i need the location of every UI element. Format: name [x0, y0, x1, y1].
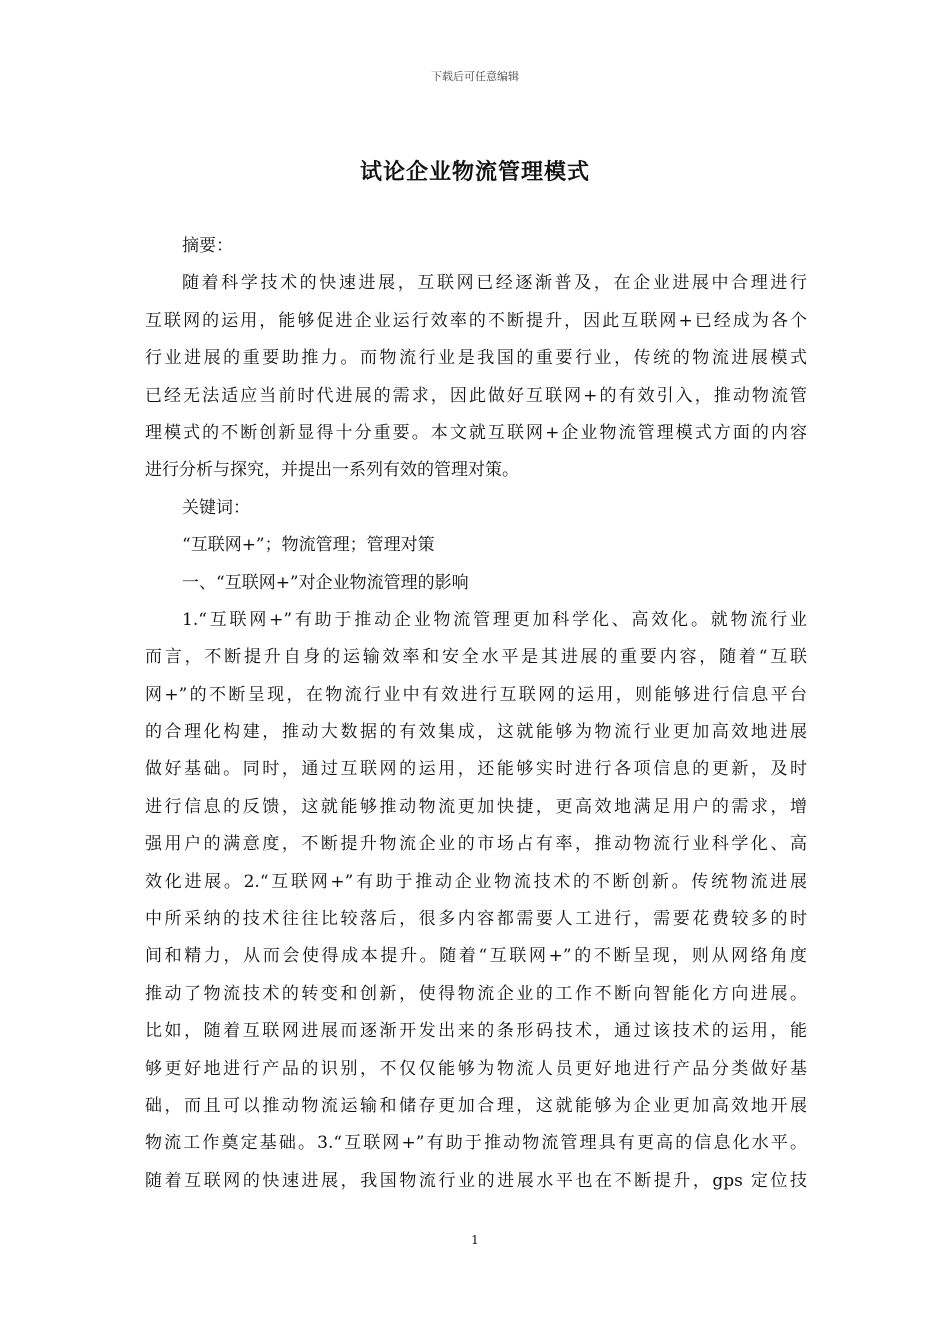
text-line: 进行信息的反馈，这就能够推动物流更加快捷，更高效地满足用户的需求，增 [145, 796, 807, 817]
text-line: 随着互联网的快速进展，我国物流行业的进展水平也在不断提升，gps 定位技 [145, 1170, 807, 1191]
text-line: 随着科学技术的快速进展，互联网已经逐渐普及，在企业进展中合理进行 [182, 273, 807, 294]
text-line: 已经无法适应当前时代进展的需求，因此做好互联网+的有效引入，推动物流管 [145, 385, 807, 406]
text-line: 行业进展的重要助推力。而物流行业是我国的重要行业，传统的物流进展模式 [145, 348, 807, 369]
text-line: 摘要： [182, 236, 233, 256]
text-line: 而言，不断提升自身的运输效率和安全水平是其进展的重要内容，随着“互联 [145, 647, 807, 668]
text-line: 关键词： [182, 497, 250, 518]
text-line: 间和精力，从而会使得成本提升。随着“互联网+”的不断呈现，则从网络角度 [145, 946, 807, 967]
text-line: “互联网+”；物流管理；管理对策 [182, 535, 435, 556]
text-line: 强用户的满意度，不断提升物流企业的市场占有率，推动物流行业科学化、高 [145, 834, 807, 855]
text-line: 进行分析与探究，并提出一系列有效的管理对策。 [145, 460, 519, 481]
text-line: 效化进展。2.“互联网+”有助于推动企业物流技术的不断创新。传统物流进展 [145, 871, 807, 892]
text-line: 够更好地进行产品的识别，不仅仅能够为物流人员更好地进行产品分类做好基 [145, 1058, 807, 1079]
text-line: 1.“互联网+”有助于推动企业物流管理更加科学化、高效化。就物流行业 [182, 609, 807, 630]
page-header-note: 下载后可任意编辑 [431, 70, 519, 83]
text-line: 互联网的运用，能够促进企业运行效率的不断提升，因此互联网+已经成为各个 [145, 310, 807, 331]
document-body [145, 228, 807, 1200]
text-line: 的合理化构建，推动大数据的有效集成，这就能够为物流行业更加高效地进展 [145, 722, 807, 743]
text-line: 比如，随着互联网进展而逐渐开发出来的条形码技术，通过该技术的运用，能 [145, 1021, 807, 1042]
text-line: 物流工作奠定基础。3.“互联网+”有助于推动物流管理具有更高的信息化水平。 [145, 1133, 807, 1154]
text-line: 础，而且可以推动物流运输和储存更加合理，这就能够为企业更加高效地开展 [145, 1095, 807, 1116]
text-line: 网+”的不断呈现，在物流行业中有效进行互联网的运用，则能够进行信息平台 [145, 684, 807, 705]
text-line: 一、“互联网+”对企业物流管理的影响 [182, 572, 469, 593]
document-title: 试论企业物流管理模式 [359, 159, 590, 185]
text-line: 理模式的不断创新显得十分重要。本文就互联网+企业物流管理模式方面的内容 [145, 422, 807, 443]
text-line: 推动了物流技术的转变和创新，使得物流企业的工作不断向智能化方向进展。 [145, 983, 807, 1004]
text-line: 做好基础。同时，通过互联网的运用，还能够实时进行各项信息的更新，及时 [145, 759, 807, 780]
page-number: 1 [471, 1233, 479, 1247]
text-line: 中所采纳的技术往往比较落后，很多内容都需要人工进行，需要花费较多的时 [145, 909, 807, 930]
